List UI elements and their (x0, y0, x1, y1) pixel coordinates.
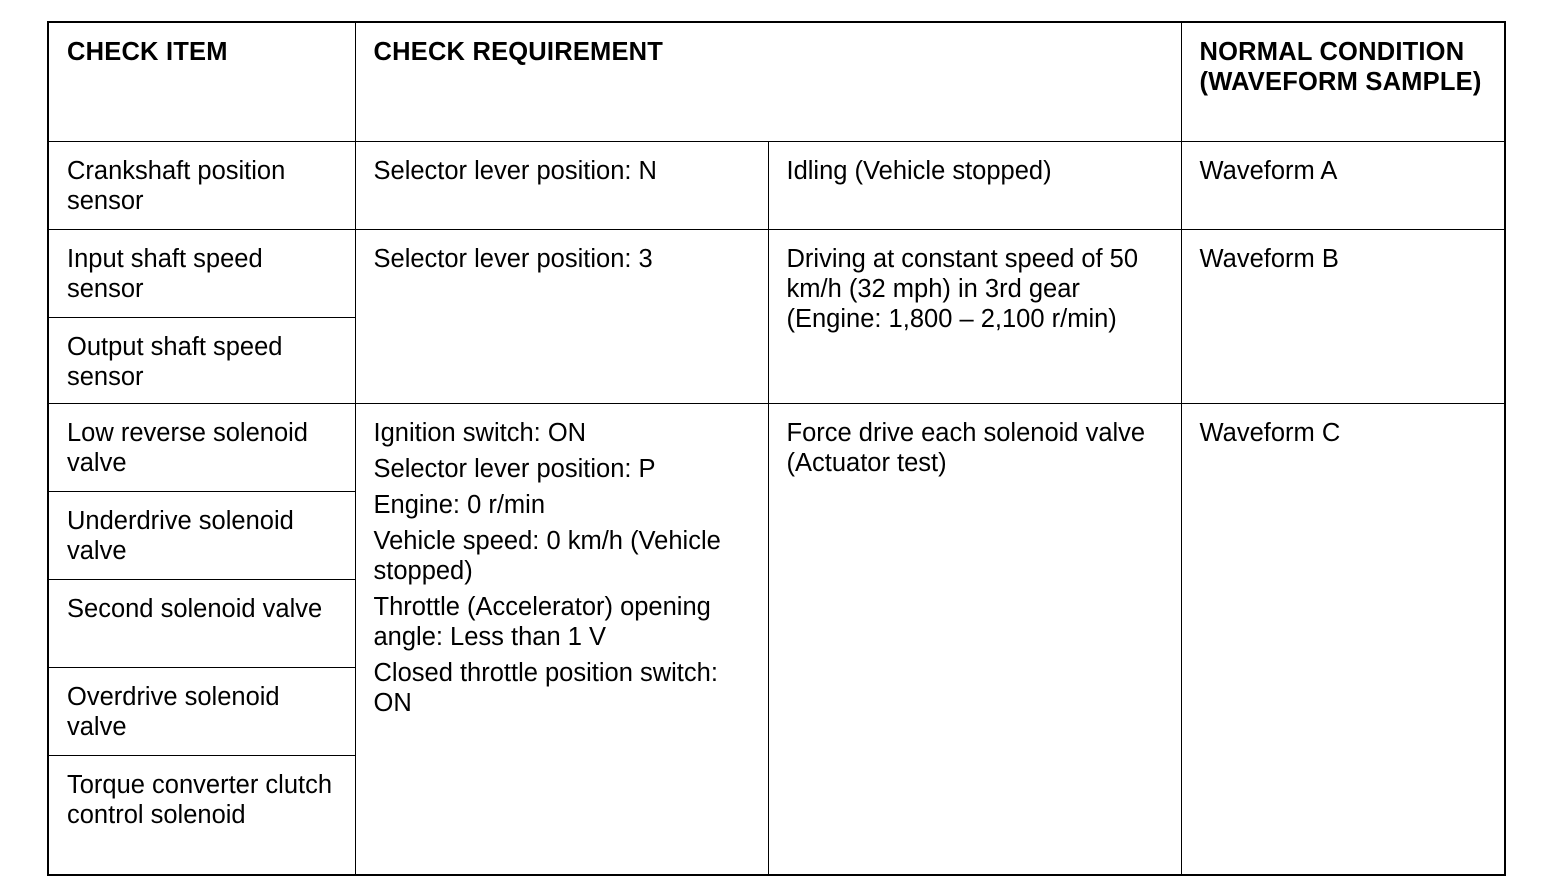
requirement-line: Ignition switch: ON (373, 418, 587, 447)
requirement-cell: Selector lever position: N (355, 141, 768, 229)
waveform-cell: Waveform B (1181, 229, 1505, 403)
check-table (47, 21, 1506, 876)
table-row (48, 229, 1505, 317)
check-item-cell: Underdrive solenoid valve (48, 491, 355, 579)
check-item-cell: Input shaft speed sensor (48, 229, 355, 317)
check-item-cell: Crankshaft position sensor (48, 141, 355, 229)
requirement-line: Selector lever position: P (373, 454, 656, 483)
condition-cell: Driving at constant speed of 50 km/h (32 mph) in 3rd gear (Engine: 1,800 – 2,100 r/min) (768, 229, 1181, 403)
check-table-container (47, 21, 1504, 875)
header-normal-condition: NORMAL CONDITION (WAVEFORM SAMPLE) (1181, 22, 1505, 141)
condition-cell: Force drive each solenoid valve (Actuator test) (768, 403, 1181, 875)
check-item-cell: Output shaft speed sensor (48, 317, 355, 403)
requirement-line: Vehicle speed: 0 km/h (Vehicle stopped) (373, 526, 721, 585)
table-row (48, 141, 1505, 229)
table-row (48, 403, 1505, 491)
waveform-cell: Waveform A (1181, 141, 1505, 229)
header-check-requirement: CHECK REQUIREMENT (355, 22, 1181, 141)
check-item-cell: Torque converter clutch control solenoid (48, 755, 355, 875)
check-item-cell: Second solenoid valve (48, 579, 355, 667)
condition-cell: Idling (Vehicle stopped) (768, 141, 1181, 229)
requirement-line: Throttle (Accelerator) opening angle: Less than 1 V (373, 592, 711, 651)
header-row (48, 22, 1505, 141)
requirement-cell (355, 403, 768, 875)
check-item-cell: Overdrive solenoid valve (48, 667, 355, 755)
requirement-line: Closed throttle position switch: ON (373, 658, 718, 717)
requirement-cell: Selector lever position: 3 (355, 229, 768, 403)
check-item-cell: Low reverse solenoid valve (48, 403, 355, 491)
waveform-cell: Waveform C (1181, 403, 1505, 875)
requirement-line: Engine: 0 r/min (373, 490, 546, 519)
header-check-item: CHECK ITEM (48, 22, 355, 141)
